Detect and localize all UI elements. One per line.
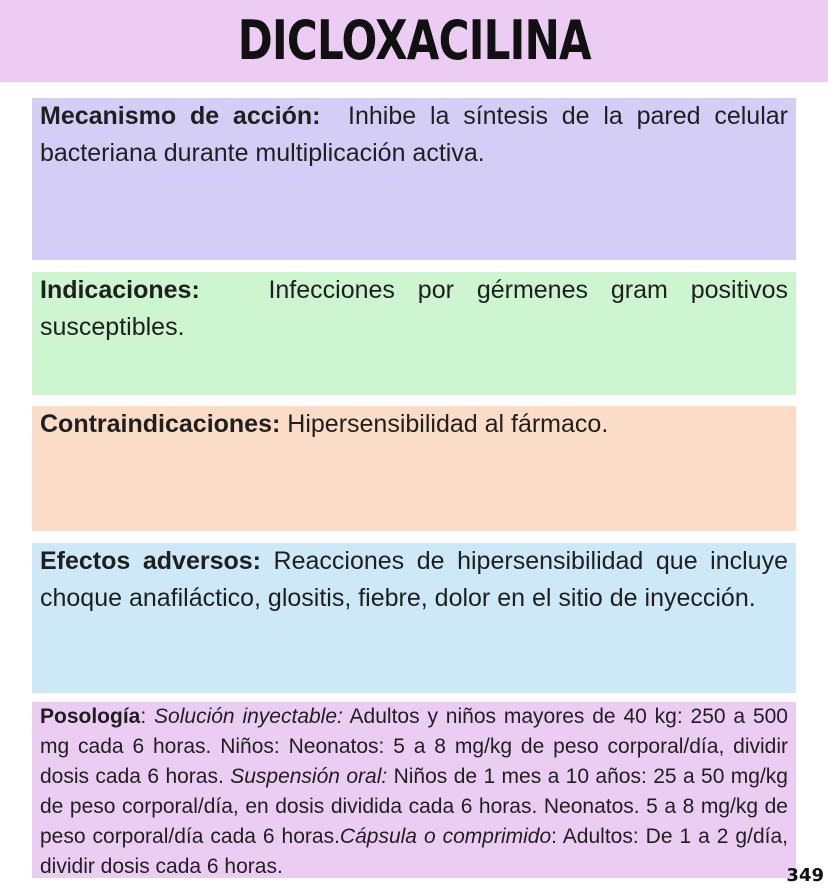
contraindicaciones-section xyxy=(32,406,796,531)
contraindicaciones-label: Contraindicaciones: xyxy=(40,410,281,438)
oral-text: Niños de 1 mes a 10 años: 25 a 50 mg/kg de peso corporal/día, en dosis dividida cada 6 horas. Neonatos. 5 a 8 mg/kg de peso corporal/día cada 6 horas. xyxy=(40,765,788,848)
efectos-section xyxy=(32,543,796,693)
posologia-section xyxy=(32,702,796,878)
indicaciones-section xyxy=(32,272,796,395)
page-number: 349 xyxy=(786,865,824,886)
indicaciones-label: Indicaciones: xyxy=(40,276,200,304)
capsula-label: Cápsula o comprimido xyxy=(339,825,552,848)
page-title: DICLOXACILINA xyxy=(237,9,591,72)
capsula-text: : Adultos: De 1 a 2 g/día, dividir dosis cada 6 horas. xyxy=(40,825,788,878)
indicaciones-text: Infecciones por gérmenes gram positivos susceptibles. xyxy=(40,276,788,341)
contraindicaciones-text: Hipersensibilidad al fármaco. xyxy=(287,410,609,438)
inyectable-text: Adultos y niños mayores de 40 kg: 250 a 500 mg cada 6 horas. Niños: Neonatos: 5 a 8 mg/kg de peso corporal/día, dividir dosis cada 6 horas. xyxy=(40,705,788,788)
mecanismo-section xyxy=(32,98,796,260)
title-banner xyxy=(0,0,828,82)
inyectable-label: Solución inyectable: xyxy=(154,705,343,728)
efectos-label: Efectos adversos: xyxy=(40,547,261,575)
oral-label: Suspensión oral: xyxy=(230,765,388,788)
posologia-separator: : xyxy=(140,705,155,728)
efectos-text: Reacciones de hipersensibilidad que incluye choque anafiláctico, glositis, fiebre, dolor en el sitio de inyección. xyxy=(40,547,788,612)
posologia-label: Posología xyxy=(40,705,141,728)
mecanismo-label: Mecanismo de acción: xyxy=(40,102,321,130)
mecanismo-text: Inhibe la síntesis de la pared celular bacteriana durante multiplicación activa. xyxy=(40,102,788,167)
